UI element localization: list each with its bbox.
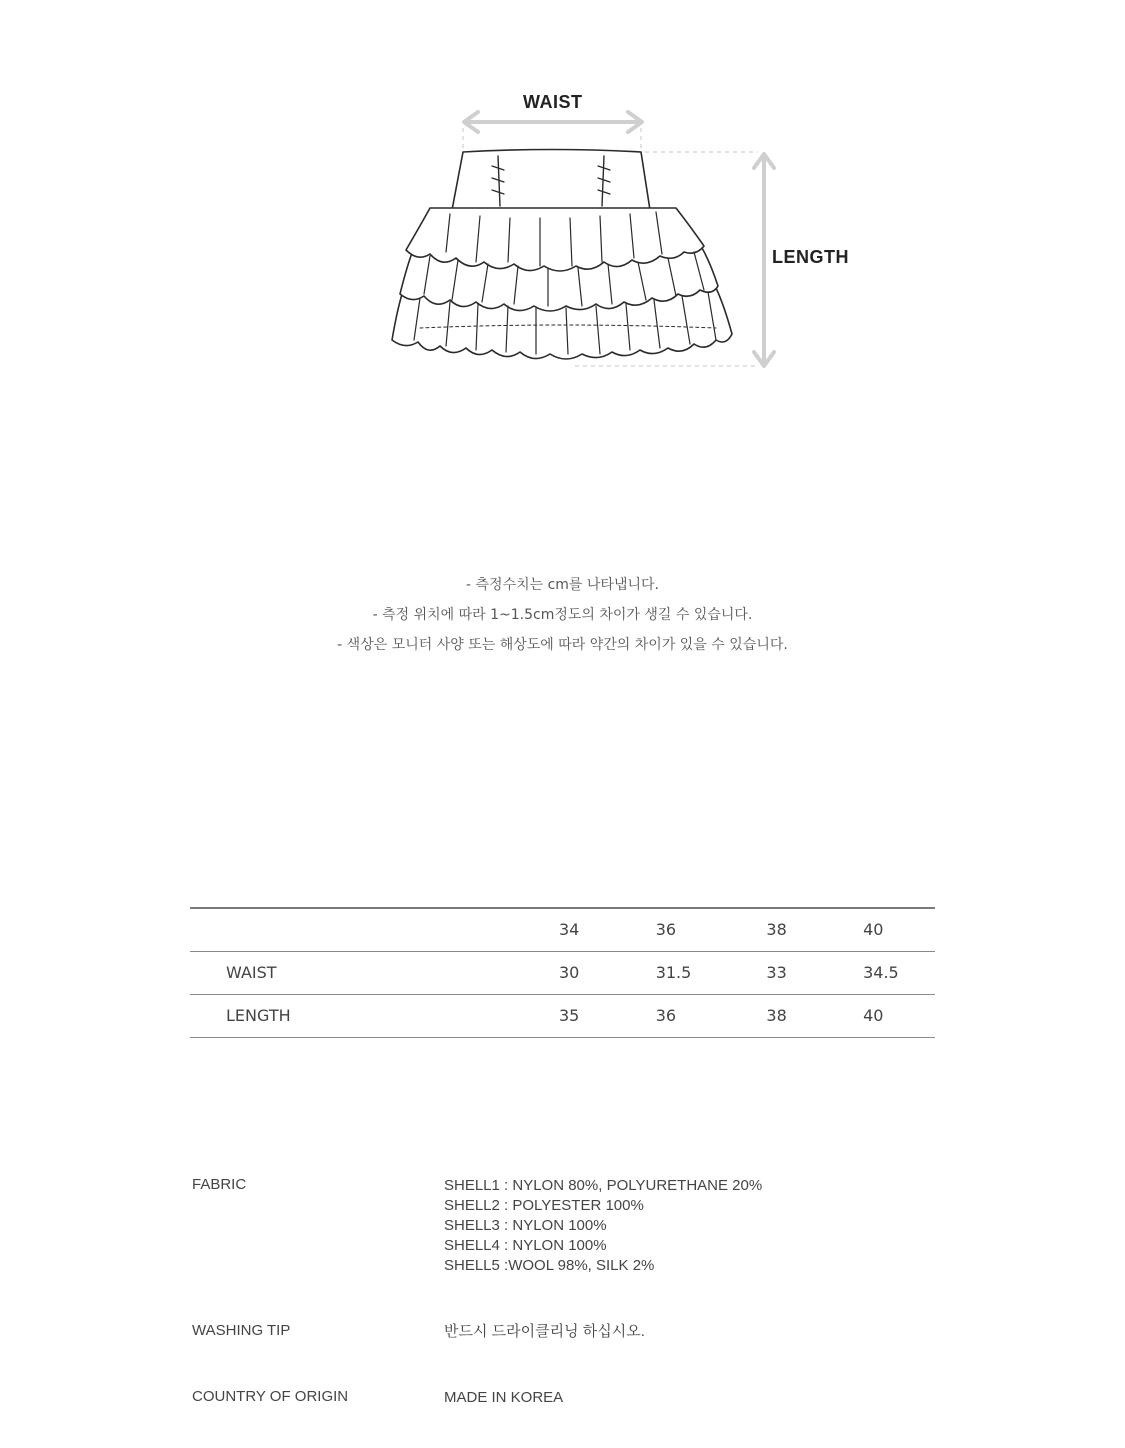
fabric-line: SHELL3 : NYLON 100% [444,1217,607,1234]
table-cell: 36 [655,1006,677,1025]
table-cell: 38 [766,1006,787,1025]
skirt-measurement-diagram [0,0,1125,420]
table-row [190,951,935,994]
fabric-line: SHELL4 : NYLON 100% [444,1237,607,1254]
skirt-drawing [392,150,732,360]
table-corner-cell [190,908,559,951]
waist-guides [463,128,641,152]
table-cell: 34.5 [863,963,899,982]
size-header: 36 [655,920,677,940]
waist-arrow [464,112,642,132]
origin-label: COUNTRY OF ORIGIN [192,1388,349,1405]
measurement-notes [0,570,1125,660]
waist-dimension-label: WAIST [523,92,583,112]
fabric-line: SHELL1 : NYLON 80%, POLYURETHANE 20% [444,1177,763,1194]
length-arrow [754,154,774,366]
row-label: LENGTH [226,1006,291,1025]
table-cell: 40 [863,1006,884,1025]
table-row [190,994,935,1037]
table-cell: 35 [558,1006,580,1025]
note-line: - 측정 위치에 따라 1~1.5cm정도의 차이가 생길 수 있습니다. [372,607,753,623]
fabric-composition [444,1176,1044,1276]
note-line: - 측정수치는 cm를 나타냅니다. [466,577,659,593]
size-header: 34 [558,920,580,940]
washing-value: 반드시 드라이클리닝 하십시오. [444,1323,645,1340]
table-cell: 31.5 [655,963,692,982]
size-header: 40 [863,920,884,940]
length-dimension-label: LENGTH [772,247,849,267]
fabric-line: SHELL5 :WOOL 98%, SILK 2% [444,1257,655,1274]
note-line: - 색상은 모니터 사양 또는 해상도에 따라 약간의 차이가 있을 수 있습니다. [337,637,788,653]
row-label: WAIST [226,963,277,982]
skirt-illustration [0,0,1125,420]
table-header-row [190,908,935,951]
size-header: 38 [766,920,787,940]
washing-label: WASHING TIP [192,1322,291,1339]
fabric-line: SHELL2 : POLYESTER 100% [444,1197,644,1214]
fabric-label: FABRIC [192,1176,247,1193]
size-table [190,907,935,1038]
table-cell: 33 [766,963,787,982]
table-cell: 30 [558,963,580,982]
origin-value: MADE IN KOREA [444,1389,564,1406]
